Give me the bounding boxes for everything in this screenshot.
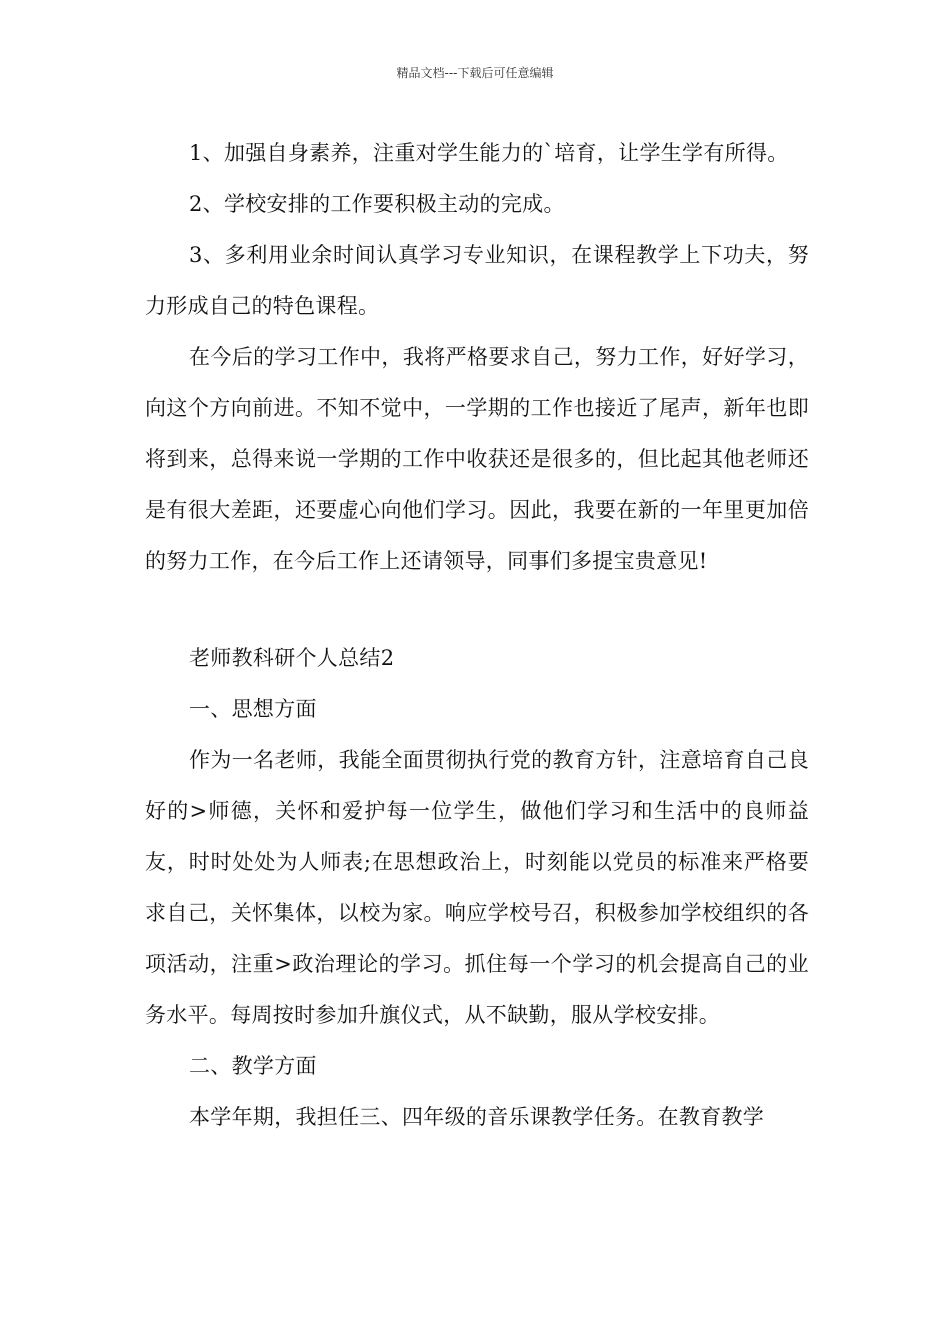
paragraph-item-1: 1、加强自身素养，注重对学生能力的`培育，让学生学有所得。 bbox=[189, 141, 789, 165]
paragraph-summary: 在今后的学习工作中，我将严格要求自己，努力工作，好好学习，向这个方向前进。不知不觉中，一学期的工作也接近了尾声，新年也即将到来，总得来说一学期的工作中收获还是很多的，但比起其他老师还是有很大差距，还要虚心向他们学习。因此，我要在新的一年里更加倍的努力工作，在今后工作上还请领导，同事们多提宝贵意见! bbox=[145, 345, 809, 573]
paragraph-teaching: 本学年期，我担任三、四年级的音乐课教学任务。在教育教学 bbox=[189, 1105, 765, 1129]
document-body bbox=[145, 128, 809, 1143]
section-heading-teaching: 二、教学方面 bbox=[189, 1054, 317, 1078]
page-header: 精品文档---下载后可任意编辑 bbox=[396, 66, 554, 80]
paragraph-thought: 作为一名老师，我能全面贯彻执行党的教育方针，注意培育自己良好的>师德，关怀和爱护每一位学生，做他们学习和生活中的良师益友，时时处处为人师表;在思想政治上，时刻能以党员的标准来严格要求自己，关怀集体，以校为家。响应学校号召，积极参加学校组织的各项活动，注重>政治理论的学习。抓住每一个学习的机会提高自己的业务水平。每周按时参加升旗仪式，从不缺勤，服从学校安排。 bbox=[145, 748, 809, 1027]
paragraph-item-3: 3、多利用业余时间认真学习专业知识，在课程教学上下功夫，努力形成自己的特色课程。 bbox=[145, 243, 809, 318]
section-spacer bbox=[145, 587, 809, 633]
section-heading-thought: 一、思想方面 bbox=[189, 697, 317, 721]
section-title: 老师教科研个人总结2 bbox=[189, 646, 395, 670]
paragraph-item-2: 2、学校安排的工作要积极主动的完成。 bbox=[189, 192, 565, 216]
